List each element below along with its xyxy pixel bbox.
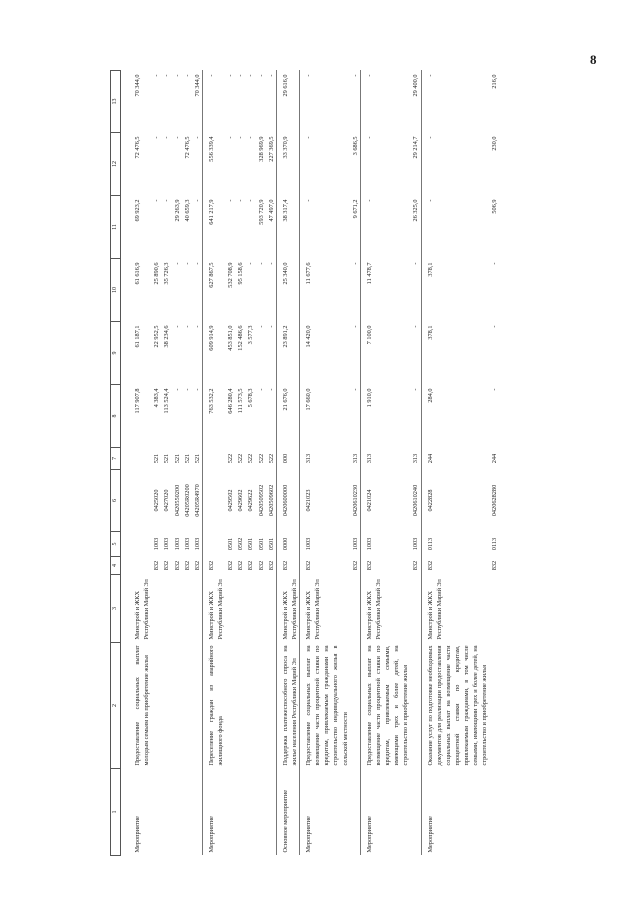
- vr-code: 521: [163, 453, 171, 464]
- rzpr-code: 1003: [173, 537, 181, 551]
- value-year-2017: 47 497,0: [267, 199, 275, 222]
- row-type: [489, 769, 499, 856]
- vr-code: 000: [276, 448, 299, 470]
- column-header: 3: [111, 575, 121, 643]
- value-year-2017: -: [421, 196, 489, 259]
- value-year-2017: -: [247, 199, 255, 202]
- vr-code: 313: [300, 448, 350, 470]
- value-year-2015: -: [491, 325, 499, 328]
- table-row: [192, 71, 203, 856]
- value-year-2014: 21 676,0: [276, 385, 299, 448]
- responsible-executor: [266, 575, 277, 643]
- responsible-executor: Минстрой и ЖКХ Республики Марий Эл: [300, 575, 350, 643]
- value-year-2018: -: [193, 136, 201, 139]
- csr-code: 0425020: [153, 489, 161, 512]
- table-row: [350, 71, 361, 856]
- table-row: [182, 71, 192, 856]
- value-year-2015: -: [193, 325, 201, 328]
- column-header: 2: [111, 643, 121, 769]
- value-year-2017: -: [300, 196, 350, 259]
- value-year-2015: -: [183, 325, 191, 328]
- column-header: 7: [111, 448, 121, 470]
- value-year-2019: 70 344,0: [193, 74, 201, 97]
- vr-code: 522: [267, 453, 275, 464]
- vr-code: 313: [360, 448, 410, 470]
- row-description: [192, 643, 203, 769]
- value-year-2015: 7 100,0: [360, 322, 410, 385]
- csr-code: 0422828: [421, 470, 489, 532]
- value-year-2019: 29 616,0: [276, 71, 299, 133]
- row-type: [245, 769, 255, 856]
- row-type: Мероприятие: [202, 769, 225, 856]
- vr-code: 521: [183, 453, 191, 464]
- value-year-2014: 646 280,4: [227, 388, 235, 414]
- csr-code: 0429502: [227, 489, 235, 512]
- grbs-code: 832: [412, 560, 420, 571]
- rotated-table-container: [110, 71, 630, 856]
- row-description: [489, 643, 499, 769]
- grbs-code: 832: [267, 560, 275, 571]
- rzpr-code: 0501: [257, 537, 265, 551]
- responsible-executor: Минстрой и ЖКХ Республики Марий Эл: [202, 575, 225, 643]
- value-year-2015: -: [412, 325, 420, 328]
- rzpr-code: 1003: [351, 537, 359, 551]
- row-type: [161, 769, 171, 856]
- value-year-2019: -: [153, 74, 161, 77]
- value-year-2016: 61 616,9: [134, 262, 141, 285]
- row-type: [410, 769, 421, 856]
- grbs-code: [121, 557, 152, 575]
- column-header: 10: [111, 259, 121, 322]
- column-header: 11: [111, 196, 121, 259]
- row-description: [410, 643, 421, 769]
- row-type: [235, 769, 245, 856]
- column-header: 1: [111, 769, 121, 856]
- value-year-2016: 11 677,6: [300, 259, 350, 322]
- rzpr-code: 1003: [183, 537, 191, 551]
- value-year-2017: -: [163, 199, 171, 202]
- row-description: [350, 643, 361, 769]
- responsible-executor: Минстрой и ЖКХ Республики Марий Эл: [276, 575, 299, 643]
- value-year-2017: -: [193, 199, 201, 202]
- row-type: Мероприятие: [360, 769, 410, 856]
- value-year-2019: -: [247, 74, 255, 77]
- value-year-2016: -: [412, 262, 420, 265]
- value-year-2018: 556 339,4: [202, 133, 225, 196]
- row-description: [182, 643, 192, 769]
- value-year-2015: -: [173, 325, 181, 328]
- row-description: [225, 643, 235, 769]
- value-year-2014: 763 532,2: [202, 385, 225, 448]
- row-type: [225, 769, 235, 856]
- responsible-executor: Минстрой и ЖКХ Республики Марий Эл: [360, 575, 410, 643]
- column-header: 8: [111, 385, 121, 448]
- value-year-2016: -: [491, 262, 499, 265]
- grbs-code: 832: [360, 557, 410, 575]
- value-year-2014: 1 910,0: [360, 385, 410, 448]
- column-header: 4: [111, 557, 121, 575]
- table-row: [410, 71, 421, 856]
- grbs-code: 832: [351, 560, 359, 571]
- value-year-2017: 69 923,2: [134, 199, 141, 222]
- value-year-2017: 641 217,9: [202, 196, 225, 259]
- value-year-2018: -: [227, 136, 235, 139]
- vr-code: 522: [227, 453, 235, 464]
- value-year-2018: 29 214,7: [412, 136, 420, 159]
- column-header: 12: [111, 133, 121, 196]
- column-header-row: [111, 71, 121, 856]
- value-year-2016: 95 158,6: [237, 262, 245, 285]
- row-type: [182, 769, 192, 856]
- value-year-2014: -: [267, 388, 275, 391]
- value-year-2019: -: [202, 71, 225, 133]
- table-row: [172, 71, 182, 856]
- value-year-2019: -: [227, 74, 235, 77]
- value-year-2015: -: [257, 325, 265, 328]
- value-year-2014: -: [491, 388, 499, 391]
- grbs-code: 832: [237, 560, 245, 571]
- value-year-2014: -: [183, 388, 191, 391]
- value-year-2017: 29 263,9: [173, 199, 181, 222]
- value-year-2017: 38 317,4: [276, 196, 299, 259]
- table-row: [225, 71, 235, 856]
- responsible-executor: [350, 575, 361, 643]
- csr-code: 0420600000: [276, 470, 299, 532]
- table-row: [266, 71, 277, 856]
- table-row: [421, 71, 489, 856]
- rzpr-code: 0501: [247, 537, 255, 551]
- value-year-2016: 532 708,9: [227, 262, 235, 288]
- row-description: [235, 643, 245, 769]
- row-type: [350, 769, 361, 856]
- value-year-2018: 3 686,5: [351, 136, 359, 156]
- vr-code: 522: [247, 453, 255, 464]
- value-year-2015: 22 952,5: [153, 325, 161, 348]
- rzpr-code: 0000: [276, 532, 299, 557]
- column-header: 6: [111, 470, 121, 532]
- responsible-executor: [161, 575, 171, 643]
- value-year-2015: 61 187,1: [134, 325, 141, 348]
- value-year-2018: -: [153, 136, 161, 139]
- vr-code: [121, 448, 152, 470]
- row-type: [172, 769, 182, 856]
- grbs-code: 832: [163, 560, 171, 571]
- responsible-executor: Минстрой и ЖКХ Республики Марий Эл: [134, 579, 151, 640]
- row-description: [266, 643, 277, 769]
- value-year-2019: -: [267, 74, 275, 77]
- value-year-2018: -: [421, 133, 489, 196]
- grbs-code: 832: [153, 560, 161, 571]
- value-year-2018: 33 370,9: [276, 133, 299, 196]
- grbs-code: 832: [491, 560, 499, 571]
- value-year-2017: -: [153, 199, 161, 202]
- vr-code: 522: [237, 453, 245, 464]
- rzpr-code: [202, 532, 225, 557]
- row-description: Предоставление социальных выплат на возмещение части процентной ставки по кредитам, привлекаемым гражданами на строительство индивидуального жилья в сельской местности: [300, 643, 350, 769]
- value-year-2018: 72 476,5: [183, 136, 191, 159]
- responsible-executor: [410, 575, 421, 643]
- responsible-executor: [489, 575, 499, 643]
- value-year-2014: -: [173, 388, 181, 391]
- value-year-2018: -: [300, 133, 350, 196]
- rzpr-code: 0501: [227, 537, 235, 551]
- value-year-2016: 378,1: [421, 259, 489, 322]
- responsible-executor: [192, 575, 203, 643]
- value-year-2019: 70 344,0: [134, 74, 141, 97]
- row-type: Мероприятие: [300, 769, 350, 856]
- rzpr-code: 0502: [237, 537, 245, 551]
- value-year-2016: -: [183, 262, 191, 265]
- grbs-code: 832: [247, 560, 255, 571]
- value-year-2019: 216,0: [491, 74, 499, 89]
- value-year-2015: 14 420,0: [300, 322, 350, 385]
- rzpr-code: 1003: [412, 537, 420, 551]
- value-year-2015: 38 234,6: [163, 325, 171, 348]
- value-year-2014: 5 678,3: [247, 388, 255, 408]
- table-row: [360, 71, 410, 856]
- value-year-2014: 17 660,0: [300, 385, 350, 448]
- grbs-code: 832: [183, 560, 191, 571]
- vr-code: 313: [351, 453, 359, 464]
- csr-code: 0427020: [163, 489, 171, 512]
- column-header: 13: [111, 71, 121, 133]
- vr-code: 522: [257, 453, 265, 464]
- csr-code: 0420610230: [351, 484, 359, 517]
- value-year-2017: -: [360, 196, 410, 259]
- vr-code: 244: [421, 448, 489, 470]
- row-type: Мероприятие: [134, 816, 141, 853]
- table-row: [300, 71, 350, 856]
- row-description: [161, 643, 171, 769]
- responsible-executor: [245, 575, 255, 643]
- value-year-2014: -: [412, 388, 420, 391]
- value-year-2016: -: [193, 262, 201, 265]
- budget-table: [110, 70, 500, 856]
- row-type: Мероприятие: [421, 769, 489, 856]
- value-year-2015: 378,1: [421, 322, 489, 385]
- value-year-2018: 227 369,5: [267, 136, 275, 162]
- value-year-2016: -: [173, 262, 181, 265]
- responsible-executor: [172, 575, 182, 643]
- value-year-2017: -: [237, 199, 245, 202]
- value-year-2016: 627 867,5: [202, 259, 225, 322]
- table-body: [121, 71, 500, 856]
- row-description: Поддержка платежеспособного спроса на жилье населения Республики Марий Эл: [276, 643, 299, 769]
- csr-code: 0429622: [247, 489, 255, 512]
- row-description: Оказание услуг по подготовке необходимых документов для реализации предоставления социальных выплат на возмещение части процентной ставки по кредитам, привлекаемым гражданами, в том числе семьями, имеющими трех и более детей, на строительство и приобретение жилья: [421, 643, 489, 769]
- value-year-2017: 506,9: [491, 199, 499, 214]
- value-year-2014: 111 573,5: [237, 388, 245, 414]
- csr-code: 0421024: [360, 470, 410, 532]
- row-type: [151, 769, 161, 856]
- csr-code: 0421023: [300, 470, 350, 532]
- csr-code: 0420509602: [267, 484, 275, 517]
- value-year-2018: -: [247, 136, 255, 139]
- table-row: [245, 71, 255, 856]
- row-type: [266, 769, 277, 856]
- value-year-2019: -: [237, 74, 245, 77]
- value-year-2017: -: [227, 199, 235, 202]
- value-year-2016: 11 478,7: [360, 259, 410, 322]
- value-year-2018: 328 969,9: [257, 136, 265, 162]
- value-year-2018: 230,0: [491, 136, 499, 151]
- value-year-2015: 3 577,3: [247, 325, 255, 345]
- rzpr-code: 0113: [421, 532, 489, 557]
- page-number: 8: [590, 52, 597, 67]
- grbs-code: 832: [202, 557, 225, 575]
- value-year-2019: -: [421, 71, 489, 133]
- grbs-code: 832: [257, 560, 265, 571]
- csr-code: [121, 470, 152, 532]
- vr-code: 521: [193, 453, 201, 464]
- table-row: [151, 71, 161, 856]
- row-type: [256, 769, 266, 856]
- value-year-2014: 113 524,4: [163, 388, 171, 414]
- value-year-2019: -: [300, 71, 350, 133]
- value-year-2015: 453 851,0: [227, 325, 235, 351]
- value-year-2017: 9 671,2: [351, 199, 359, 219]
- responsible-executor: [151, 575, 161, 643]
- value-year-2018: -: [163, 136, 171, 139]
- value-year-2018: 72 476,5: [134, 136, 141, 159]
- value-year-2016: -: [247, 262, 255, 265]
- table-row: [161, 71, 171, 856]
- vr-code: [202, 448, 225, 470]
- responsible-executor: Минстрой и ЖКХ Республики Марий Эл: [421, 575, 489, 643]
- value-year-2018: -: [237, 136, 245, 139]
- value-year-2015: 23 891,2: [276, 322, 299, 385]
- csr-code: 0420628280: [491, 484, 499, 517]
- vr-code: 313: [412, 453, 420, 464]
- csr-code: 0420550200: [173, 484, 181, 517]
- value-year-2019: -: [163, 74, 171, 77]
- vr-code: 521: [153, 453, 161, 464]
- value-year-2015: -: [351, 325, 359, 328]
- value-year-2016: -: [267, 262, 275, 265]
- grbs-code: 832: [193, 560, 201, 571]
- csr-code: 0429602: [237, 489, 245, 512]
- responsible-executor: [182, 575, 192, 643]
- csr-code: 0420509502: [257, 484, 265, 517]
- table-row: [202, 71, 225, 856]
- csr-code: [202, 470, 225, 532]
- row-description: [172, 643, 182, 769]
- value-year-2015: 152 486,6: [237, 325, 245, 351]
- value-year-2016: -: [257, 262, 265, 265]
- vr-code: 521: [173, 453, 181, 464]
- table-row: [121, 71, 152, 856]
- rzpr-code: 1003: [193, 537, 201, 551]
- value-year-2018: -: [173, 136, 181, 139]
- value-year-2016: 35 726,3: [163, 262, 171, 285]
- table-row: [235, 71, 245, 856]
- row-description: Предоставление социальных выплат на возмещение части процентной ставки по кредитам, привлекаемым семьями, имеющими трех и более детей, на строительство и приобретение жилья: [360, 643, 410, 769]
- row-type: Основное мероприятие: [276, 769, 299, 856]
- csr-code: 04205R0200: [183, 484, 191, 517]
- value-year-2017: 40 659,3: [183, 199, 191, 222]
- grbs-code: 832: [227, 560, 235, 571]
- grbs-code: 832: [173, 560, 181, 571]
- grbs-code: 832: [300, 557, 350, 575]
- value-year-2019: -: [351, 74, 359, 77]
- value-year-2015: 609 914,9: [202, 322, 225, 385]
- value-year-2014: -: [351, 388, 359, 391]
- table-row: [276, 71, 299, 856]
- responsible-executor: [256, 575, 266, 643]
- value-year-2019: -: [173, 74, 181, 77]
- value-year-2016: 25 890,6: [153, 262, 161, 285]
- value-year-2019: -: [257, 74, 265, 77]
- value-year-2018: -: [360, 133, 410, 196]
- row-description: Переселение граждан из аварийного жилищного фонда: [202, 643, 225, 769]
- grbs-code: 832: [421, 557, 489, 575]
- value-year-2014: -: [193, 388, 201, 391]
- table-row: [489, 71, 499, 856]
- rzpr-code: 1003: [360, 532, 410, 557]
- column-header: 9: [111, 322, 121, 385]
- csr-code: 0420610240: [412, 484, 420, 517]
- value-year-2014: 284,0: [421, 385, 489, 448]
- row-description: [151, 643, 161, 769]
- row-description: Предоставление социальных выплат молодым семьям на приобретение жилья: [134, 645, 151, 766]
- value-year-2017: 26 325,0: [412, 199, 420, 222]
- rzpr-code: [121, 532, 152, 557]
- column-header: 5: [111, 532, 121, 557]
- grbs-code: 832: [276, 557, 299, 575]
- value-year-2015: -: [267, 325, 275, 328]
- value-year-2017: 593 720,9: [257, 199, 265, 225]
- rzpr-code: 1003: [300, 532, 350, 557]
- rzpr-code: 1003: [163, 537, 171, 551]
- rzpr-code: 0501: [267, 537, 275, 551]
- row-description: [256, 643, 266, 769]
- value-year-2019: 29 400,0: [412, 74, 420, 97]
- value-year-2016: 25 340,0: [276, 259, 299, 322]
- value-year-2016: -: [351, 262, 359, 265]
- row-description: [245, 643, 255, 769]
- value-year-2014: 4 383,4: [153, 388, 161, 408]
- responsible-executor: [235, 575, 245, 643]
- value-year-2019: -: [183, 74, 191, 77]
- rzpr-code: 0113: [491, 537, 499, 551]
- rzpr-code: 1003: [153, 537, 161, 551]
- table-row: [256, 71, 266, 856]
- responsible-executor: [225, 575, 235, 643]
- value-year-2014: 117 907,8: [134, 388, 141, 414]
- vr-code: 244: [491, 453, 499, 464]
- value-year-2019: -: [360, 71, 410, 133]
- value-year-2014: -: [257, 388, 265, 391]
- row-type: [192, 769, 203, 856]
- csr-code: 04205R4970: [193, 484, 201, 517]
